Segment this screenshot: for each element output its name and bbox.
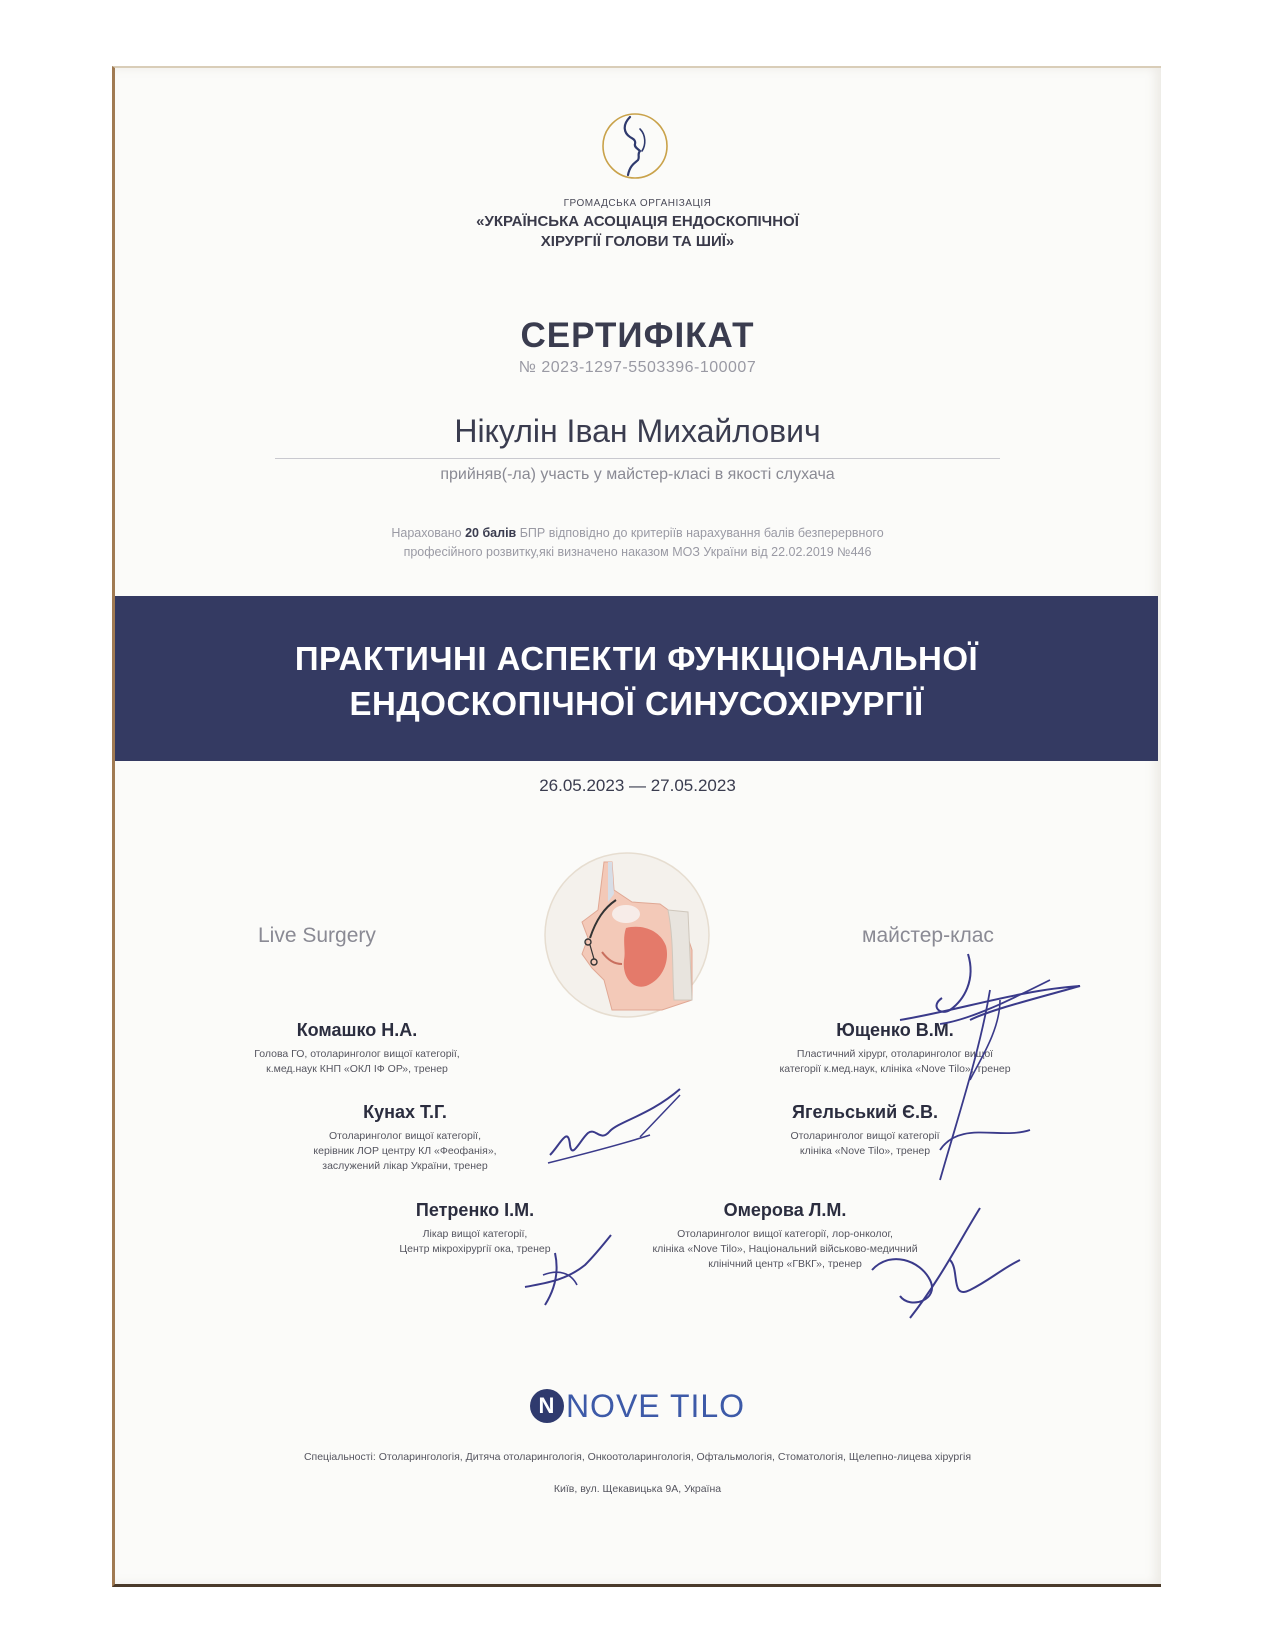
nove-tilo-mark-icon: N	[530, 1389, 564, 1423]
trainer-desc-line1: Отоларинголог вищої категорії, лор-онколог,	[677, 1228, 893, 1240]
cpd-points-suffix: БПР відповідно до критеріїв нарахування балів безперервного	[516, 526, 884, 540]
signature-yushchenko	[880, 950, 1110, 1220]
cpd-points-value: 20 балів	[465, 526, 517, 540]
participation-role: прийняв(-ла) участь у майстер-класі в якості слухача	[440, 466, 835, 483]
trainer-desc-line1: Лікар вищої категорії,	[422, 1228, 528, 1240]
specialties-list: Спеціальності: Отоларингологія, Дитяча отоларингологія, Онкоотоларингологія, Офтальмологія, Стоматологія, Щелепно-лицева хірургія	[303, 1451, 972, 1463]
organization-name-line2: ХІРУРГІЇ ГОЛОВИ ТА ШИЇ»	[540, 233, 735, 250]
cpd-points-line2: професійного розвитку,які визначено наказом МОЗ України від 22.02.2019 №446	[403, 545, 872, 559]
course-dates: 26.05.2023 — 27.05.2023	[539, 776, 736, 795]
head-profile-logo-icon	[600, 111, 670, 181]
cpd-points-note	[0, 524, 1275, 562]
signature-petrenko	[515, 1225, 625, 1315]
recipient-name: Нікулін Іван Михайлович	[454, 413, 821, 449]
trainer-desc-line2: категорії к.мед.наук, клініка «Nove Tilo», тренер	[779, 1063, 1011, 1075]
organization-caption: ГРОМАДСЬКА ОРГАНІЗАЦІЯ	[563, 198, 712, 209]
live-surgery-label: Live Surgery	[258, 924, 376, 947]
nasal-cavity-anatomy-icon	[542, 850, 712, 1020]
address: Київ, вул. Щекавицька 9А, Україна	[553, 1483, 722, 1495]
trainer-desc-line3: заслужений лікар України, тренер	[322, 1160, 488, 1172]
trainer-desc-line3: клінічний центр «ГВКГ», тренер	[708, 1258, 862, 1270]
course-title-line2: ЕНДОСКОПІЧНОЇ СИНУСОХІРУРГІЇ	[349, 685, 924, 722]
trainer-name: Петренко І.М.	[415, 1200, 535, 1220]
trainer-kunakh	[270, 1102, 540, 1174]
trainer-name: Ягельський Є.В.	[792, 1102, 938, 1122]
master-class-label: майстер-клас	[862, 924, 994, 947]
trainer-desc-line1: Голова ГО, отоларинголог вищої категорії,	[254, 1048, 460, 1060]
trainer-desc-line1: Отоларинголог вищої категорії,	[328, 1130, 482, 1142]
signature-kunakh	[540, 1085, 690, 1175]
trainer-desc-line2: керівник ЛОР центру КЛ «Феофанія»,	[313, 1145, 497, 1157]
organization-name-line1: «УКРАЇНСЬКА АСОЦІАЦІЯ ЕНДОСКОПІЧНОЇ	[476, 213, 799, 230]
certificate-sheet	[112, 66, 1161, 1587]
trainer-desc-line2: к.мед.наук КНП «ОКЛ ІФ ОР», тренер	[266, 1063, 448, 1075]
cpd-points-line1	[0, 524, 1275, 543]
recipient-underline	[275, 458, 1000, 459]
trainer-desc-line1: Отоларинголог вищої категорії	[790, 1130, 940, 1142]
trainer-name: Ющенко В.М.	[836, 1020, 954, 1040]
trainer-name: Комашко Н.А.	[296, 1020, 418, 1040]
nove-tilo-name: NOVE TILO	[565, 1388, 746, 1424]
trainer-komashko	[212, 1020, 502, 1077]
course-title-band	[115, 596, 1158, 761]
certificate-number: № 2023-1297-5503396-100007	[518, 359, 757, 376]
trainer-name: Омерова Л.М.	[723, 1200, 847, 1220]
trainer-desc-line2: клініка «Nove Tilo», тренер	[799, 1145, 931, 1157]
trainer-name: Кунах Т.Г.	[363, 1102, 447, 1122]
certificate-title: СЕРТИФІКАТ	[520, 316, 755, 355]
course-title-line1: ПРАКТИЧНІ АСПЕКТИ ФУНКЦІОНАЛЬНОЇ	[294, 640, 979, 677]
trainer-desc-line2: Центр мікрохірургії ока, тренер	[399, 1243, 551, 1255]
nove-tilo-logo	[0, 1388, 1275, 1426]
trainer-desc-line1: Пластичний хірург, отоларинголог вищої	[796, 1048, 994, 1060]
course-title	[115, 636, 1158, 726]
trainer-desc-line2: клініка «Nove Tilo», Національний військово-медичний	[652, 1243, 918, 1255]
cpd-points-prefix: Нараховано	[391, 526, 466, 540]
signature-omerova	[870, 1200, 1040, 1330]
organization-name	[0, 212, 1275, 252]
